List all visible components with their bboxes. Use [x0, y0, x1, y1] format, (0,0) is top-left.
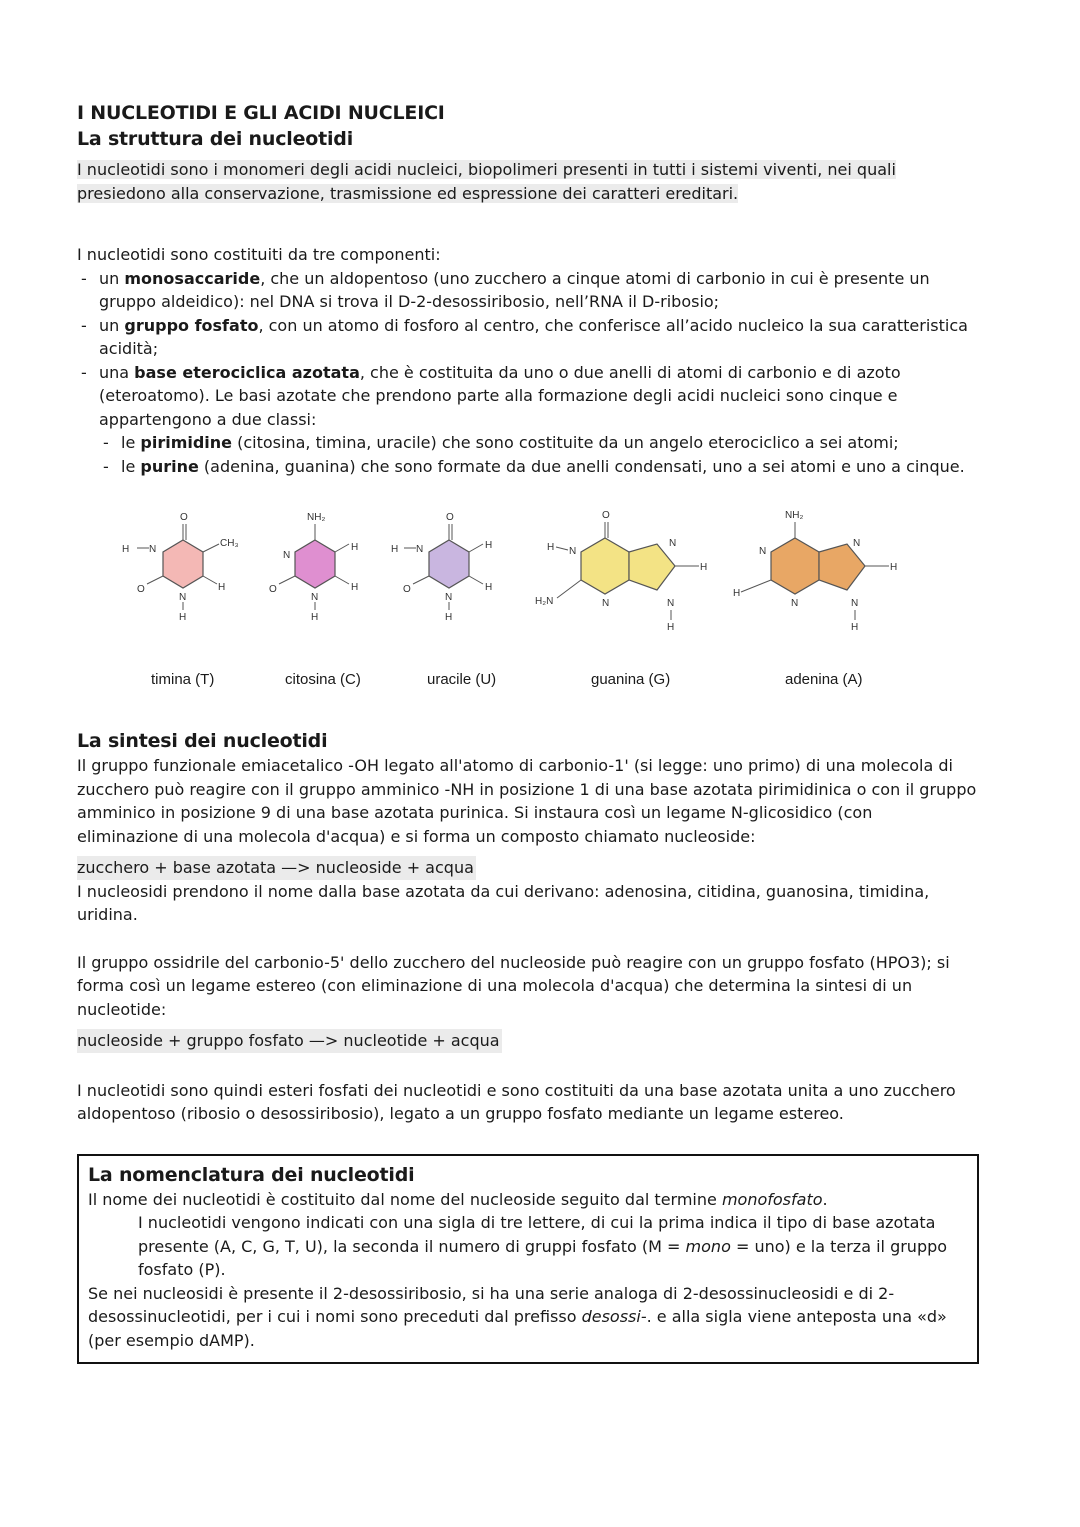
- svg-text:N: N: [283, 550, 291, 561]
- svg-text:N: N: [149, 544, 157, 555]
- base-classes-list: [99, 431, 977, 478]
- class-pyrimidines: - le pirimidine (citosina, timina, uracile) che sono costituite da un angelo eterociclico a sei atomi;: [99, 431, 977, 455]
- svg-text:H: H: [122, 544, 130, 555]
- nomenclature-paragraph-2: I nucleotidi vengono indicati con una sigla di tre lettere, di cui la prima indica il tipo di base azotata presente (A, C, G, T, U), la seconda il numero di gruppi fosfato (M = mono = uno) e la terza il gruppo fosfato (P).: [138, 1213, 948, 1279]
- nomenclature-paragraph-3: Se nei nucleosidi è presente il 2-desossiribosio, si ha una serie analoga di 2-desossinucleosidi e di 2-desossinucleotidi, per i cui i nomi sono preceduti dal prefisso desossi-. e alla sigla viene anteposta una «d» (per esempio dAMP).: [88, 1283, 947, 1350]
- components-intro: I nucleotidi sono costituiti da tre componenti:: [77, 245, 441, 264]
- svg-text:H: H: [485, 582, 493, 593]
- document-title: I NUCLEOTIDI E GLI ACIDI NUCLEICI: [77, 102, 445, 124]
- caption-adenina: adenina (A): [785, 671, 863, 688]
- bases-structures: [77, 506, 977, 666]
- svg-text:H: H: [445, 612, 453, 623]
- svg-text:O: O: [602, 510, 610, 521]
- svg-text:H: H: [851, 622, 859, 633]
- section-heading-nomenclature: La nomenclatura dei nucleotidi: [88, 1163, 415, 1186]
- svg-text:N: N: [569, 546, 577, 557]
- svg-text:H: H: [890, 562, 898, 573]
- synthesis-paragraph-4: I nucleotidi sono quindi esteri fosfati dei nucleotidi e sono costituiti da una base azotata unita a uno zucchero aldopentoso (ribosio o desossiribosio), legato a un gruppo fosfato mediante un legame estereo.: [77, 1080, 956, 1123]
- class-purines: - le purine (adenina, guanina) che sono formate da due anelli condensati, uno a sei atomi e uno a cinque.: [99, 455, 977, 479]
- svg-text:N: N: [667, 598, 675, 609]
- caption-guanina: guanina (G): [591, 671, 671, 688]
- svg-text:N: N: [669, 538, 677, 549]
- svg-text:O: O: [403, 584, 411, 595]
- guanina-ring-6: [581, 538, 629, 594]
- svg-text:H: H: [733, 588, 741, 599]
- svg-text:NH₂: NH₂: [307, 512, 326, 523]
- svg-text:O: O: [180, 512, 188, 523]
- svg-text:N: N: [851, 598, 859, 609]
- intro-paragraph: I nucleotidi sono i monomeri degli acidi nucleici, biopolimeri presenti in tutti i sistemi viventi, nei quali presiedono alla conservazione, trasmissione ed espressione dei caratteri ereditari.: [77, 160, 896, 203]
- svg-text:NH₂: NH₂: [785, 510, 804, 521]
- caption-citosina: citosina (C): [285, 671, 361, 688]
- svg-text:N: N: [179, 592, 187, 603]
- svg-text:H: H: [700, 562, 708, 573]
- svg-text:CH₃: CH₃: [220, 538, 239, 549]
- guanina-ring-5: [629, 544, 675, 590]
- svg-text:O: O: [137, 584, 145, 595]
- svg-text:O: O: [269, 584, 277, 595]
- svg-text:N: N: [445, 592, 453, 603]
- citosina-structure: [269, 512, 358, 623]
- equation-nucleotide: nucleoside + gruppo fosfato —> nucleotide + acqua: [77, 1029, 977, 1053]
- section-heading-structure: La struttura dei nucleotidi: [77, 128, 354, 150]
- synthesis-paragraph-3: Il gruppo ossidrile del carbonio-5' dello zucchero del nucleoside può reagire con un gruppo fosfato (HPO3); si forma così un legame estereo (con eliminazione di una molecola d'acqua) che determina la sintesi di un nucleotide:: [77, 952, 950, 1019]
- nomenclature-paragraph-1: Il nome dei nucleotidi è costituito dal nome del nucleoside seguito dal termine monofosfato.: [88, 1189, 828, 1209]
- guanina-structure: [535, 510, 707, 633]
- svg-text:H₂N: H₂N: [535, 596, 554, 607]
- svg-text:N: N: [416, 544, 424, 555]
- svg-text:H: H: [667, 622, 675, 633]
- svg-text:H: H: [311, 612, 319, 623]
- section-heading-synthesis: La sintesi dei nucleotidi: [77, 730, 328, 752]
- citosina-ring: [295, 540, 335, 588]
- svg-text:N: N: [759, 546, 767, 557]
- synthesis-paragraph-1: Il gruppo funzionale emiacetalico -OH legato all'atomo di carbonio-1' (si legge: uno primo) di una molecola di zucchero può reagire con il gruppo amminico -NH in posizione 1 di una base azotata pirimidinica o con il gruppo amminico in posizione 9 di una base azotata purinica. Si instaura così un legame N-glicosidico (con eliminazione di una molecola d'acqua) e si forma un composto chiamato nucleoside:: [77, 756, 977, 846]
- svg-text:H: H: [218, 582, 226, 593]
- svg-text:O: O: [446, 512, 454, 523]
- uracile-structure: [391, 512, 492, 623]
- adenina-ring-6: [771, 538, 819, 594]
- component-monosaccharide: - un monosaccaride, che un aldopentoso (uno zucchero a cinque atomi di carbonio in cui è presente un gruppo aldeidico): nel DNA si trova il D-2-desossiribosio, nell’RNA il D-ribosio;: [77, 267, 977, 314]
- synthesis-paragraph-2: I nucleosidi prendono il nome dalla base azotata da cui derivano: adenosina, citidina, guanosina, timidina, uridina.: [77, 881, 930, 924]
- caption-uracile: uracile (U): [427, 671, 497, 688]
- svg-text:N: N: [791, 598, 799, 609]
- component-base: - una base eterociclica azotata, che è costituita da uno o due anelli di atomi di carbonio e di azoto (eteroatomo). Le basi azotate che prendono parte alla formazione degli acidi nucleici sono cinque e appartengono a due classi: - le pirimidine (citosina, timina, uracile) che sono costituite da un angelo eterociclico a sei atomi; - le purine (adenina, guanina) che sono formate da due anelli condensati, uno a sei atomi e uno a cinque.: [77, 361, 977, 479]
- nomenclature-box: [77, 1154, 979, 1365]
- component-phosphate: - un gruppo fosfato, con un atomo di fosforo al centro, che conferisce all’acido nucleico la sua caratteristica acidità;: [77, 314, 977, 361]
- timina-structure: [122, 512, 239, 623]
- uracile-ring: [429, 540, 469, 588]
- adenina-ring-5: [819, 544, 865, 590]
- svg-text:N: N: [853, 538, 861, 549]
- document-page: [77, 100, 977, 1364]
- svg-text:N: N: [602, 598, 610, 609]
- adenina-structure: [733, 510, 897, 633]
- svg-text:H: H: [179, 612, 187, 623]
- svg-text:H: H: [351, 582, 359, 593]
- svg-text:N: N: [311, 592, 319, 603]
- components-list: [77, 267, 977, 479]
- svg-text:H: H: [485, 540, 493, 551]
- caption-timina: timina (T): [151, 671, 215, 688]
- svg-text:H: H: [351, 542, 359, 553]
- svg-text:H: H: [391, 544, 399, 555]
- equation-nucleoside: zucchero + base azotata —> nucleoside + acqua: [77, 856, 977, 880]
- bases-figure: [77, 506, 977, 706]
- timina-ring: [163, 540, 203, 588]
- svg-text:H: H: [547, 542, 555, 553]
